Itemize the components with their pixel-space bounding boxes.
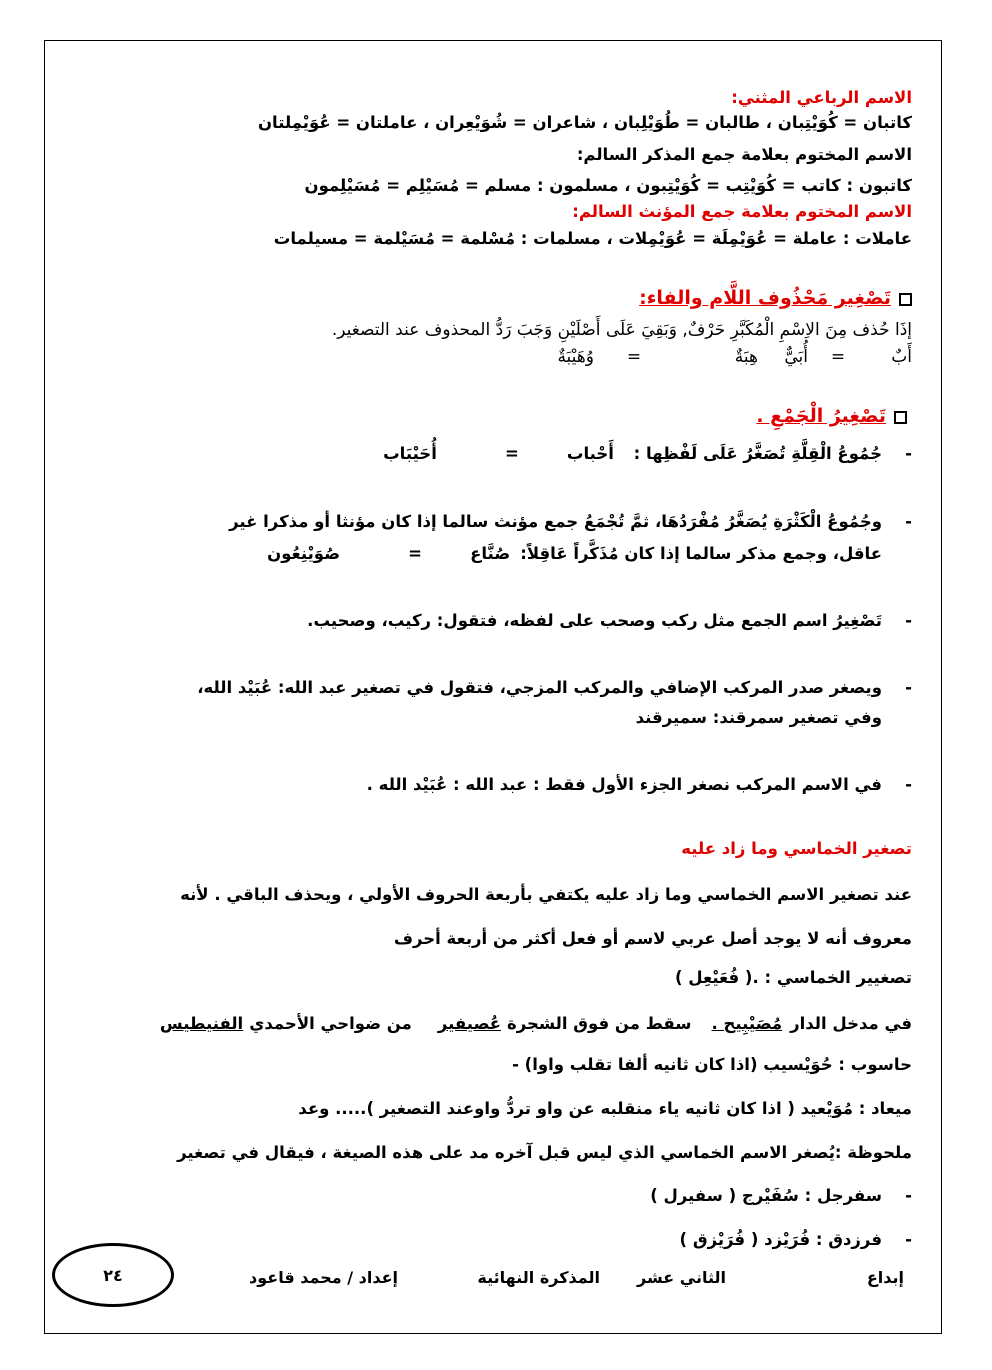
page-number: ٢٤ xyxy=(103,1265,123,1285)
page-number-oval xyxy=(52,1243,174,1307)
underlined-word: مُصَيْبِيح . xyxy=(711,1014,783,1033)
footer-grade: الثاني عشر xyxy=(637,1268,726,1287)
pattern-line: تصغيير الخماسي : .( فُعَيْعِل ) xyxy=(675,968,912,987)
footer-ibdaa: إبداع xyxy=(866,1268,904,1287)
list-item-continuation xyxy=(267,542,912,566)
bullet: - xyxy=(905,775,912,794)
rule-deleted: إذَا حُذف مِنَ الاِسْمِ الْمُكَبَّرِ حَرْفٌ, وَبَقِيَ عَلَى أَصْلَيْنِ وَجَبَ رَدُّ المحذوف عند التصغير. xyxy=(331,320,912,340)
heading-deleted-text: تَصْغِير مَحْذُوف اللَّام والفاء: xyxy=(639,287,891,309)
list-item-continuation xyxy=(636,706,912,730)
list-item-text: عاقل، وجمع مذكر سالما إذا كان مُذَكَّراً عَاقِلاً: xyxy=(520,544,882,563)
list-item xyxy=(307,609,912,633)
sentence-part: في مدخل الدار xyxy=(790,1014,912,1033)
example-word: صُنَّاع xyxy=(470,544,511,563)
heading-fem-plural: الاسم المختوم بعلامة جمع المؤنث السالم: xyxy=(572,202,912,221)
list-item xyxy=(383,442,912,466)
heading-masc-plural: الاسم المختوم بعلامة جمع المذكر السالم: xyxy=(576,145,912,164)
example-word: صُوَيْنِعُون xyxy=(267,544,341,563)
list-item xyxy=(650,1184,912,1208)
list-item-text: في الاسم المركب نصغر الجزء الأول فقط : عبد الله : عُبَيْد الله . xyxy=(366,775,882,794)
checkbox-icon xyxy=(894,411,907,424)
bullet: - xyxy=(905,1230,912,1249)
sentence-part: من ضواحي الأحمدي xyxy=(249,1014,412,1033)
heading-plural-text: تَصْغِيرُ الْجَمْعِ . xyxy=(756,405,886,427)
example-sentence xyxy=(160,1012,912,1036)
heading-plural xyxy=(756,404,907,428)
sentence-part: سقط من فوق الشجرة xyxy=(507,1014,692,1033)
example-line: حاسوب : حُوَيْسيب (اذا كان ثانيه ألفا تقلب واوا) - xyxy=(512,1055,912,1074)
list-item-text: سفرجل : سُفَيْرج ( سفيرل ) xyxy=(650,1186,882,1205)
underlined-word: عُصيفير xyxy=(437,1014,501,1033)
example-word: أُحَيْبَاب xyxy=(383,444,437,463)
list-item-text: فرزدق : فُرَيْزد ( فُرَيْزق ) xyxy=(679,1230,882,1249)
heading-quint: تصغير الخماسي وما زاد عليه xyxy=(681,839,912,858)
examples-fem-plural: عاملات : عاملة = عُوَيْمِلَة = عُوَيْمِلات ، مسلمات : مُسْلمة = مُسَيْلمة = مسيلمات xyxy=(273,229,912,248)
note-line: ملحوظة :يُصغر الاسم الخماسي الذي ليس قبل آخره مد على هذه الصيغة ، فيقال في تصغير xyxy=(177,1143,912,1162)
example-word: أَحْباب xyxy=(566,444,614,463)
list-item-text: تَصْغِيرُ اسم الجمع مثل ركب وصحب على لفظه، فتقول: ركيب، وصحيب. xyxy=(307,611,882,630)
bullet: - xyxy=(905,678,912,697)
list-item xyxy=(367,773,912,797)
bullet: - xyxy=(905,512,912,531)
examples-quad-dual: كاتبان = كُوَيْتِبان ، طالبان = طُوَيْلِبان ، شاعران = شُوَيْعِران ، عاملتان = عُوَيْمِلتان xyxy=(257,113,912,132)
example-line: ميعاد : مُوَيْعيد ( اذا كان ثانيه ياء منقلبه عن واو تردُّ واوعند التصغير )..... وعد xyxy=(298,1099,912,1118)
paragraph-line: معروف أنه لا يوجد أصل عربي لاسم أو فعل أكثر من أربعة أحرف xyxy=(393,929,912,948)
list-item-text: وجُمُوعُ الْكَثْرَةِ يُصَغَّرُ مُفْرَدُهَا، ثمَّ تُجْمَعُ جمع مؤنث سالما إذا كان مؤنثا أو مذكرا غير xyxy=(229,512,882,531)
list-item-text: ويصغر صدر المركب الإضافي والمركب المزجي، فتقول في تصغير عبد الله: عُبَيْد الله، xyxy=(197,678,882,697)
list-item xyxy=(680,1228,912,1252)
heading-deleted xyxy=(639,286,912,310)
bullet: - xyxy=(905,1186,912,1205)
heading-quad-dual: الاسم الرباعي المثني: xyxy=(731,88,912,107)
examples-deleted xyxy=(557,345,912,369)
equals-sign: = xyxy=(504,444,519,463)
equals-sign: = xyxy=(408,544,422,563)
example-word: أَبٌ xyxy=(891,347,912,367)
list-item-text: جُمُوعُ الْقِلَّةِ تُصَغَّرُ عَلَى لَفْظِها : xyxy=(633,444,882,463)
underlined-word: الفنيطيس xyxy=(159,1014,244,1033)
example-word: أُبَيٌّ xyxy=(784,347,808,367)
example-word: هِبَةٌ xyxy=(734,347,758,367)
examples-masc-plural: كاتبون : كاتب = كُوَيْتِب = كُوَيْتِبون ، مسلمون : مسلم = مُسَيْلِم = مُسَيْلِمون xyxy=(304,176,912,195)
footer-author: إعداد / محمد قاعود xyxy=(249,1268,398,1287)
list-item xyxy=(229,510,912,534)
example-word: وُهَيْبَةٌ xyxy=(557,347,594,367)
equals-sign: = xyxy=(830,347,846,367)
footer-memo: المذكرة النهائية xyxy=(477,1268,600,1287)
bullet: - xyxy=(905,444,912,463)
paragraph-line: عند تصغير الاسم الخماسي وما زاد عليه يكتفي بأربعة الحروف الأولي ، ويحذف الباقي . لأنه xyxy=(180,885,912,904)
bullet: - xyxy=(905,611,912,630)
list-item-text: وفي تصغير سمرقند: سميرقند xyxy=(635,708,882,727)
list-item xyxy=(197,676,912,700)
equals-sign: = xyxy=(626,347,642,367)
checkbox-icon xyxy=(899,293,912,306)
